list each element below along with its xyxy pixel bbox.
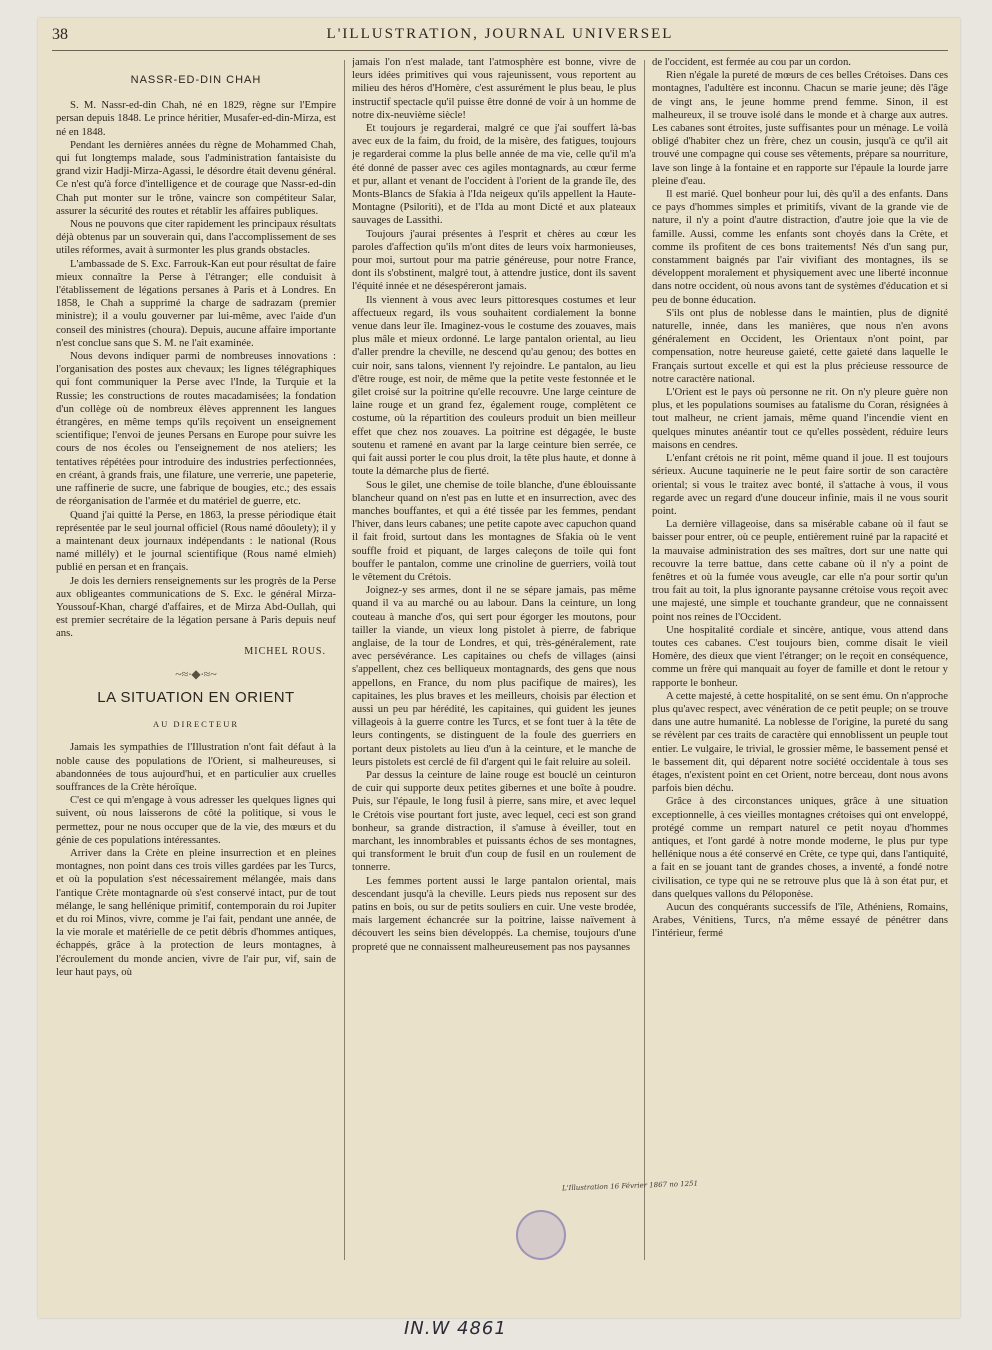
column-divider — [344, 60, 345, 1260]
paragraph: S. M. Nassr-ed-din Chah, né en 1829, règne sur l'Empire persan depuis 1848. Le prince héritier, Musafer-ed-din-Mirza, est né en 1848. — [56, 99, 336, 138]
column-divider — [644, 60, 645, 1260]
paragraph: Pendant les dernières années du règne de Mohammed Chah, qui fut longtemps malade, sous l'administration fantaisiste du grand vizir Hadji-Mirza-Agassi, le désordre était devenu général. Ce n'est qu'à force d'intelligence et de courage que Nassr-ed-din Chah put monter sur le trône, vaincre son compétiteur Salar, assurer la sécurité des routes et rétablir les affaires publiques. — [56, 138, 336, 217]
section-ornament: ~≈∙◆∙≈~ — [175, 666, 217, 681]
paragraph: Sous le gilet, une chemise de toile blanche, d'une éblouissante blancheur quand on n'est pas en lutte et en insurrection, avec des manches bouffantes, et qui a été tissée par les femmes, pendant l'hiver, dans leurs cabanes; une petite capote avec capuchon quand il fait froid, surtout dans les montagnes de Sfakia où le vent souffle froid et piquant, de larges caleçons de toile qui font bouffer le pantalon, comme une crinoline de guerriers, voilà tout le vêtement du Crétois. — [352, 478, 636, 583]
paragraph: de l'occident, est fermée au cou par un cordon. — [652, 56, 851, 68]
paragraph: Grâce à des circonstances uniques, grâce à une situation exceptionnelle, à ces vieilles montagnes crétoises qui ont enveloppé, protégé comme un rempart naturel ce petit noyau d'hommes antiques, et l'ont gardé à notre monde moderne, le plus pur type hellénique nous a été conservé en Crète, ce type qui, dans l'antiquité, a fait en se jouant tant de grandes choses, a inventé, a fondé notre civilisation, ce type qui ne se retrouve plus que là à son état pur, et dans quelques vallons du Péloponèse. — [652, 795, 948, 900]
page-number: 38 — [52, 26, 68, 43]
column-2 — [352, 56, 636, 1268]
paragraph: Ils viennent à vous avec leurs pittoresques costumes et leur affectueux regard, ils vous souhaitent cordialement la bonne venue dans leur île. Imaginez-vous le costume des zouaves, mais plus mâle et mieux ordonné. Le large pantalon oriental, au lieu d'aller prendre la cheville, ne descend qu'au genou; des bottes en cuir noir, sans talons, viennent l'y rejoindre. Le pantalon, au lieu d'être rouge, est noir, de même que la petite veste festonnée et le gilet croisé sur la poitrine qu'elle recouvre. Une large ceinture de laine rouge et un grand fez, également rouge, complètent ce costume, où la répartition des couleurs produit un bien meilleur effet que chez nos zouaves. La poitrine est dégagée, le buste soutenu et ramené en avant par la large ceinture bien serrée, ce qui fait aussi porter le cou plus droit, la tête plus haute, et donne à toute la démarche plus de fierté. — [352, 293, 636, 478]
library-stamp — [516, 1210, 566, 1260]
paragraph: Il est marié. Quel bonheur pour lui, dès qu'il a des enfants. Dans ce pays d'hommes simples et primitifs, vivant de la grande vie de nature, il n'y a point d'autre distraction, d'autre joie que la vie de famille. Aussi, comme les enfants sont choyés dans la Crète, et comme ils profitent de ces bons traitements! Nés d'un sang pur, constamment baignés par l'air vivifiant des montagnes, ils se développent moralement et physiquement avec une liberté inconnue dans notre occident, où nous avons tant de systèmes d'éducation et si peu de bonne éducation. — [652, 188, 948, 306]
paragraph: Par dessus la ceinture de laine rouge est bouclé un ceinturon de cuir qui supporte deux petites gibernes et une boîte à poudre. Puis, sur l'épaule, le long fusil à pierre, sans mire, et avec lequel le Crétois vise pourtant fort juste, avec lequel, ceci est son grand bonheur, sa grande distraction, il s'amuse à éveiller, tout en marchant, les innombrables et puissants échos de ses montagnes, qui transforment le bruit d'un coup de fusil en un roulement de tonnerre. — [352, 768, 636, 874]
paragraph: Toujours j'aurai présentes à l'esprit et chères au cœur les paroles d'affection qu'ils m'ont dites de leurs voix harmonieuses, pour moi, surtout pour ma patrie généreuse, pour notre France, dont ils s'obstinent, malgré tout, à attendre justice, dont ils savent l'équité innée et ne désespéreront jamais. — [352, 227, 636, 293]
paragraph: L'ambassade de S. Exc. Farrouk-Kan eut pour résultat de faire mieux connaître la Perse à l'étranger; elle conduisit à l'établissement de légations persanes à Paris et à Londres. En 1858, le Chah a supprimé la charge de sadrazam (premier ministre); il a voulu gouverner par lui-même, avec l'aide d'un conseil des ministres (choura). Depuis, aucune affaire importante n'est conclue sans que S. M. ne l'ait examinée. — [56, 257, 336, 349]
paragraph: Une hospitalité cordiale et sincère, antique, vous attend dans toutes ces cabanes. C'est toujours bien, comme disait le vieil Homère, des dieux que vient l'étranger; on le reçoit en conséquence, comme un frère qui manquait au foyer de famille et dont le retour y rapporte le bonheur. — [652, 623, 948, 689]
column-3 — [652, 56, 948, 1268]
page-header — [52, 24, 948, 50]
paragraph: A cette majesté, à cette hospitalité, on se sent ému. On n'approche plus qu'avec respect, avec vénération de ce petit peuple; on se trouve dans une autre humanité. La noblesse de l'origine, la pureté du sang se révèlent par ces traits de caractère qui ennoblissent un peuple tout entier. Le vulgaire, le trivial, le grossier même, le bassement pensé et le bassement dit, qui déparent notre société occidentale à tous ses étages, n'existent point en cet Orient, notre berceau, dont nous avons parfois bien déchu. — [652, 689, 948, 795]
paragraph: Aucun des conquérants successifs de l'île, Athéniens, Romains, Arabes, Vénitiens, Turcs, n'a même essayé de pénétrer dans l'intérieur, fermé — [652, 901, 948, 940]
journal-title: L'ILLUSTRATION, JOURNAL UNIVERSEL — [326, 26, 674, 42]
paragraph: Je dois les derniers renseignements sur les progrès de la Perse aux obligeantes communications de S. Exc. le général Mirza-Youssouf-Khan, chargé d'affaires, et de Mirza Abd-Oullah, qui est premier secrétaire de la légation persane à Paris depuis neuf ans. — [56, 574, 336, 640]
article-title: NASSR-ED-DIN CHAH — [130, 74, 262, 86]
paragraph: Jamais les sympathies de l'Illustration n'ont fait défaut à la noble cause des populations de l'Orient, si malheureuses, si abandonnées de tous aujourd'hui, et en particulier aux cruelles souffrances de la Crète héroïque. — [56, 741, 336, 793]
article-title: LA SITUATION EN ORIENT — [97, 688, 295, 706]
author-signature: MICHEL ROUS. — [244, 645, 326, 657]
column-1 — [56, 56, 336, 1268]
article-subtitle: AU DIRECTEUR — [152, 719, 240, 730]
paragraph: Joignez-y ses armes, dont il ne se sépare jamais, pas même quand il va au marché ou au labour. Dans la ceinture, un long couteau à manche d'os, qui sert pour égorger les moutons, pour tailler la viande, un vieux long pistolet à pierre, de fabrique anglaise, de la tour de Londres, et qui, très-généralement, rate avec persévérance. Les capitaines ou chefs de villages (ainsi s'appellent, chez ces belliqueux montagnards, des gens que nous appellons, en France, du nom plus pacifique de maires), les capitaines, les plus braves et les meilleurs, choisis par élection et aussi un peu par hérédité, les capitaines, qui guident les jeunes villageois à la guerre contre les Turcs, et se font tuer à la tête de leurs contingents, se distinguent de la foule des guerriers en portant deux pistolets au lieu d'un à la ceinture, et le manche de leurs pistolets est cerclé de fil d'argent qui le fait reluire au soleil. — [352, 584, 636, 768]
paragraph: La dernière villageoise, dans sa misérable cabane où il faut se baisser pour entrer, où ce peuple, entièrement ruiné par la rapacité et la mauvaise administration des ses maîtres, dort sur une natte qui recouvre la terre battue, dans cette cabane où il n'y a point de fenêtres et où la fumée vous aveugle, car elle n'a pour sortir qu'un trou fait au toit, la plus ignorante paysanne crétoise vous reçoit avec une majesté, une simple et touchante grandeur, que ne connaissent point nos reines de l'Occident. — [652, 518, 948, 623]
paragraph: Quand j'ai quitté la Perse, en 1863, la presse périodique était représentée par le seul journal officiel (Rous namé dôoulety); il y a maintenant deux journaux indépendants : le national (Rous namé millély) et le journal scientifique (Rous namé elmieh) publié en persan et en français. — [56, 508, 336, 574]
paragraph: S'ils ont plus de noblesse dans le maintien, plus de dignité naturelle, innée, dans les manières, que nous n'en avons généralement en Occident, les Orientaux n'ont point, par compensation, notre heureuse gaieté, cette gaieté dans laquelle le Français surtout excelle et qui est la plus précieuse ressource de notre caractère national. — [652, 306, 948, 385]
paragraph: Nous devons indiquer parmi de nombreuses innovations : l'organisation des postes aux chevaux; les lignes télégraphiques qui font communiquer la Perse avec l'Inde, la Turquie et la Russie; les constructions de routes macadamisées; la fondation d'un collège où de nombreux élèves apprennent les langues étrangères, en même temps qu'ils reçoivent un enseignement scientifique; l'envoi de jeunes Persans en Europe pour suivre les cours de nos écoles ou l'enseignement de nos ateliers; les tentatives répétées pour introduire des industries perfectionnées, en créant, à grands frais, une filature, une verrerie, une papeterie, une raffinerie de sucre, une fabrique de bougies, etc.; des essais de réorganisation de l'armée et du matériel de guerre, etc. — [56, 350, 336, 508]
paragraph: L'enfant crétois ne rit point, même quand il joue. Il est toujours sérieux. Aucune taquinerie ne le peut faire sortir de son caractère oriental; si vous le traitez avec bonté, il s'attache à vous, il vous regarde avec un regard d'une douceur infinie, mais il ne vous sourit point. — [652, 452, 948, 517]
paragraph: L'Orient est le pays où personne ne rit. On n'y pleure guère non plus, et les populations soumises au fatalisme du Coran, résignées à tout malheur, ne crient jamais, même quand l'incendie vient en quelques minutes anéantir tout ce qu'elles possèdent, réduire leurs maisons en cendres. — [652, 386, 948, 451]
paragraph: jamais l'on n'est malade, tant l'atmosphère est bonne, vivre de leurs idées primitives qui vous rajeunissent, vous reportent au milieu des héros d'Homère, c'est assurément le plus beau, le plus instructif spectacle qu'il puisse être donné de voir à un homme de notre dix-neuvième siècle! — [352, 56, 636, 121]
paragraph: Nous ne pouvons que citer rapidement les principaux résultats déjà obtenus par un souverain qui, dans l'accomplissement de ses utiles réformes, avait à surmonter les plus grands obstacles. — [56, 218, 336, 257]
paragraph: Et toujours je regarderai, malgré ce que j'ai souffert là-bas avec eux de la faim, du froid, de la misère, des fatigues, toujours je regarderai comme la plus belle année de ma vie, celle qu'il m'a été donné de passer avec ces agiles montagnards, au cœur ferme et pur, allant et venant de l'occident à l'orient de la grande île, des Monts-Blancs de Sfakia à l'Ida neigeux qu'ils appellent la Haute-Montagne (Psiloriti), et de l'Ida au mont Dicté et aux plateaux sauvages de Lassithi. — [352, 122, 636, 227]
handwritten-note: L'Illustration 16 Février 1867 no 1251 — [561, 1179, 699, 1193]
header-rule — [52, 50, 948, 51]
newspaper-page — [38, 18, 960, 1318]
paragraph: Rien n'égale la pureté de mœurs de ces belles Crétoises. Dans ces montagnes, l'adultère est inconnu. Chacun se marie jeune; dès l'âge de vingt ans, le jeune homme prend femme. Sinon, il est malheureux, il se trouve isolé dans le monde et à charge aux autres. Les cabanes sont étroites, juste suffisantes pour un ménage. Le voilà obligé d'habiter chez un frère, chez un cousin, jusqu'à ce qu'il ait trouvé une compagne qui couse ses vêtements, prépare sa nourriture, lave son linge à la fontaine et en rapporte sur l'épaule la lourde jarre pleine d'eau. — [652, 69, 948, 187]
paragraph: Les femmes portent aussi le large pantalon oriental, mais descendant jusqu'à la cheville. Leurs pieds nus reposent sur des patins en bois, ou sur de petits souliers en cuir. Une veste brodée, mais largement échancrée sur la poitrine, laisse naïvement à découvert les seins bien développés. La chemise, toujours d'une propreté que ne connaissent malheureusement pas nos paysannes — [352, 874, 636, 953]
handwritten-catalog-id: IN.W 4861 — [404, 1318, 507, 1339]
paragraph: Arriver dans la Crète en pleine insurrection et en pleines montagnes, non point dans ces trois villes gardées par les Turcs, et où la population s'est nécessairement mélangée, mais dans l'antique Crète montagnarde où s'est conservé intact, pur de tout mélange, le sang hellénique primitif, contemporain du roi Jupiter et du roi Minos, vivre, comme je l'ai fait, pendant une année, de la vie morale et matérielle de ce petit débris d'hommes antiques, échappés, grâce à la protection de leurs montagnes, à l'écroulement du monde ancien, vivre de l'air pur, vif, sain de leur haut pays, où — [56, 846, 336, 978]
paragraph: C'est ce qui m'engage à vous adresser les quelques lignes qui suivent, où nous laisserons de côté la politique, si vous le permettez, pour ne nous occuper que de la vie, des mœurs et du génie de ces populations intéressantes. — [56, 794, 336, 846]
